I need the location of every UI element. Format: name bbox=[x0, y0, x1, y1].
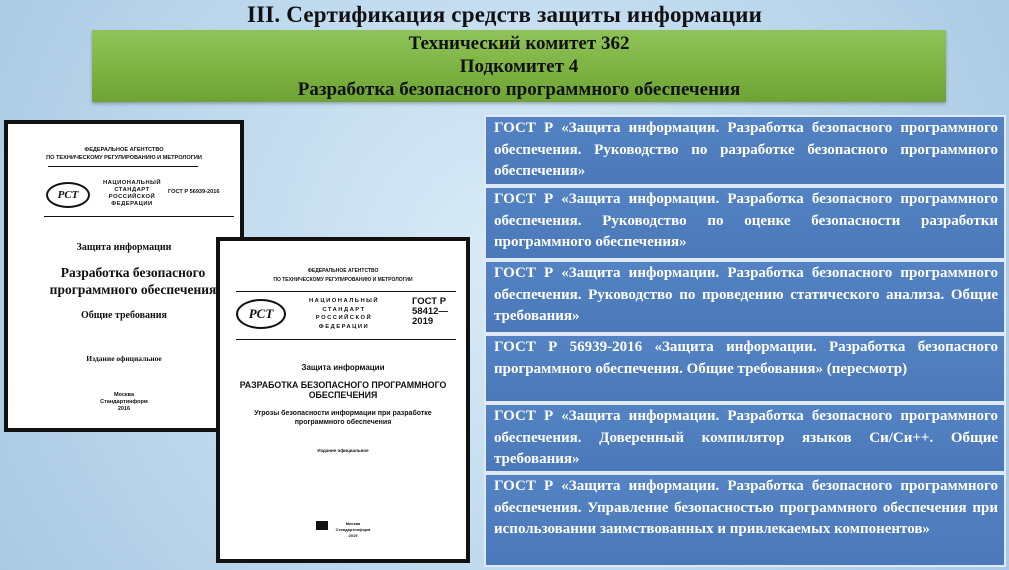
rst-logo-icon: РСТ bbox=[236, 299, 286, 329]
doc1-city: Москва bbox=[113, 392, 135, 398]
doc2-agency-line2: ПО ТЕХНИЧЕСКОМУ РЕГУЛИРОВАНИЮ И МЕТРОЛОГИИ bbox=[273, 277, 413, 283]
doc2-year: 2019 bbox=[348, 533, 358, 538]
gost-item-2: ГОСТ Р «Защита информации. Разработка безопасного программного обеспечения. Руководство по оценке безопасности разработки программного обеспечения» bbox=[484, 186, 1006, 260]
doc2-gost-number bbox=[412, 297, 448, 327]
gost-item-6: ГОСТ Р «Защита информации. Разработка безопасного программного обеспечения. Управление безопасностью программного обеспечения при использовании заимствованных и привлекаемых компонентов» bbox=[484, 473, 1006, 567]
doc2-gost-line2: 58412— bbox=[412, 306, 448, 317]
doc2-edition: Издание официальное bbox=[317, 448, 369, 453]
doc2-standard-label bbox=[304, 297, 384, 331]
doc1-publisher: Стандартинформ bbox=[100, 399, 148, 405]
doc1-std-line1: НАЦИОНАЛЬНЫЙ bbox=[103, 180, 161, 186]
committee-banner bbox=[92, 30, 946, 102]
doc2-publisher: Стандартинформ bbox=[335, 527, 371, 532]
doc2-std-line4: ФЕДЕРАЦИИ bbox=[318, 323, 370, 330]
banner-subcommittee: Подкомитет 4 bbox=[459, 56, 579, 77]
doc2-divider bbox=[236, 291, 456, 292]
doc1-title: Разработка безопасного программного обеспечения bbox=[49, 265, 217, 297]
doc2-gost-line3: 2019 bbox=[412, 316, 434, 327]
doc1-gost-number: ГОСТ Р 56939-2016 bbox=[168, 189, 220, 195]
standard-cover-2019 bbox=[216, 237, 470, 563]
doc1-edition: Издание официальное bbox=[86, 354, 162, 363]
doc1-divider bbox=[48, 166, 198, 167]
banner-committee: Технический комитет 362 bbox=[408, 33, 630, 54]
doc2-std-line2: СТАНДАРТ bbox=[322, 306, 366, 313]
doc2-city: Москва bbox=[345, 521, 361, 526]
rst-logo-icon: РСТ bbox=[46, 182, 90, 208]
doc2-agency-line1: ФЕДЕРАЛЬНОЕ АГЕНТСТВО bbox=[307, 268, 379, 274]
doc1-standard-label bbox=[96, 180, 168, 208]
doc2-title: РАЗРАБОТКА БЕЗОПАСНОГО ПРОГРАММНОГО ОБЕСПЕЧЕНИЯ bbox=[239, 380, 447, 400]
doc1-agency-line1: ФЕДЕРАЛЬНОЕ АГЕНТСТВО bbox=[84, 147, 164, 153]
doc2-std-line1: НАЦИОНАЛЬНЫЙ bbox=[309, 298, 379, 304]
doc2-divider-2 bbox=[236, 339, 456, 340]
doc1-std-line2: СТАНДАРТ bbox=[114, 187, 150, 193]
doc1-subtitle: Общие требования bbox=[81, 310, 167, 321]
gost-item-1: ГОСТ Р «Защита информации. Разработка безопасного программного обеспечения. Руководство по разработке безопасного программного обеспечения» bbox=[484, 115, 1006, 186]
gost-standards-list bbox=[484, 115, 1006, 567]
doc1-year: 2016 bbox=[117, 406, 131, 412]
doc1-agency-line2: ПО ТЕХНИЧЕСКОМУ РЕГУЛИРОВАНИЮ И МЕТРОЛОГИИ bbox=[46, 155, 202, 161]
gost-item-4: ГОСТ Р 56939-2016 «Защита информации. Разработка безопасного программного обеспечения. Общие требования» (пересмотр) bbox=[484, 334, 1006, 403]
doc1-divider-2 bbox=[44, 216, 234, 217]
doc2-topic: Защита информации bbox=[301, 363, 385, 372]
doc1-topic: Защита информации bbox=[76, 242, 172, 253]
banner-topic: Разработка безопасного программного обеспечения bbox=[297, 79, 741, 100]
gost-item-5: ГОСТ Р «Защита информации. Разработка безопасного программного обеспечения. Доверенный компилятор языков Си/Си++. Общие требования» bbox=[484, 403, 1006, 473]
gost-item-3: ГОСТ Р «Защита информации. Разработка безопасного программного обеспечения. Руководство по проведению статического анализа. Общие требования» bbox=[484, 260, 1006, 334]
doc1-std-line3: РОССИЙСКОЙ bbox=[108, 194, 156, 200]
doc2-subtitle: Угрозы безопасности информации при разработке программного обеспечения bbox=[254, 410, 432, 426]
doc2-std-line3: РОССИЙСКОЙ bbox=[315, 315, 373, 321]
doc1-std-line4: ФЕДЕРАЦИИ bbox=[111, 201, 153, 207]
slide-title: III. Сертификация средств защиты информации bbox=[246, 2, 763, 27]
doc2-gost-line1: ГОСТ Р bbox=[412, 296, 447, 307]
standard-cover-2016 bbox=[4, 120, 244, 432]
